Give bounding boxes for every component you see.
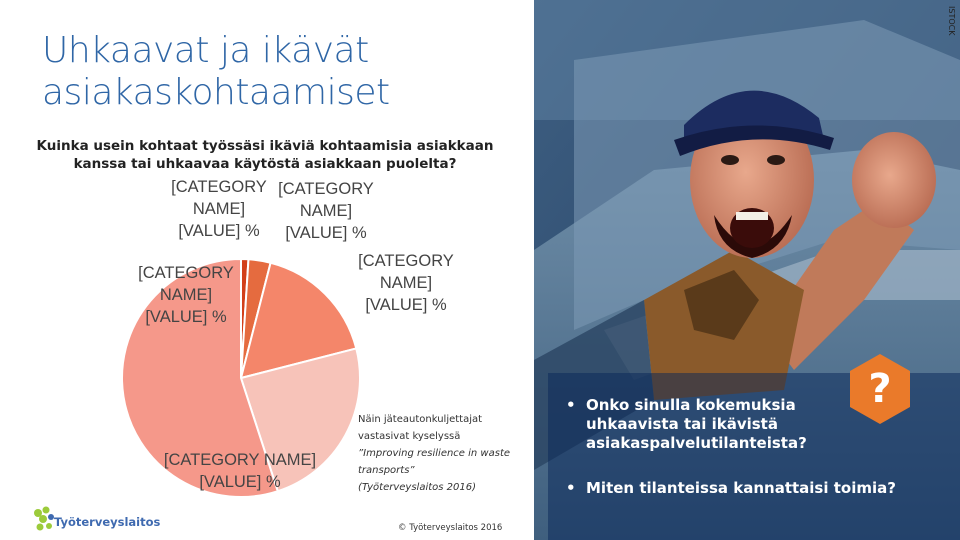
logo-text: Työterveyslaitos (54, 515, 161, 529)
discussion-question: • Miten tilanteissa kannattaisi toimia? (566, 479, 946, 498)
source-note-line: Näin jäteautonkuljettajat vastasivat kyselyssä (358, 414, 483, 442)
discussion-question: • Onko sinulla kokemuksia uhkaavista tai ikävistä asiakaspalvelutilanteista? (566, 396, 836, 453)
pie-label: [CATEGORY NAME] [VALUE] % (138, 264, 234, 326)
pie-label: [CATEGORY NAME] [VALUE] % (163, 451, 317, 491)
photo-credit: ISTOCK (947, 6, 956, 36)
question-mark-icon (848, 352, 912, 426)
survey-question: Kuinka usein kohtaat työssäsi ikäviä kohtaamisia asiakkaan kanssa tai uhkaavaa käytöstä asiakkaan puolelta? (36, 138, 494, 172)
pie-label: [CATEGORY NAME] [VALUE] % (171, 178, 267, 240)
pie-label: [CATEGORY NAME] [VALUE] % (278, 180, 374, 242)
copyright: © Työterveyslaitos 2016 (398, 523, 503, 533)
pie-label: [CATEGORY NAME] [VALUE] % (358, 252, 454, 314)
page-title: Uhkaavat ja ikävät asiakaskohtaamiset (42, 30, 390, 113)
question-mark-glyph: ? (868, 366, 892, 412)
source-note-line: ”Improving resilience in waste transports” (358, 448, 511, 476)
source-note-line: (Työterveyslaitos 2016) (358, 482, 477, 493)
source-note (358, 411, 523, 496)
